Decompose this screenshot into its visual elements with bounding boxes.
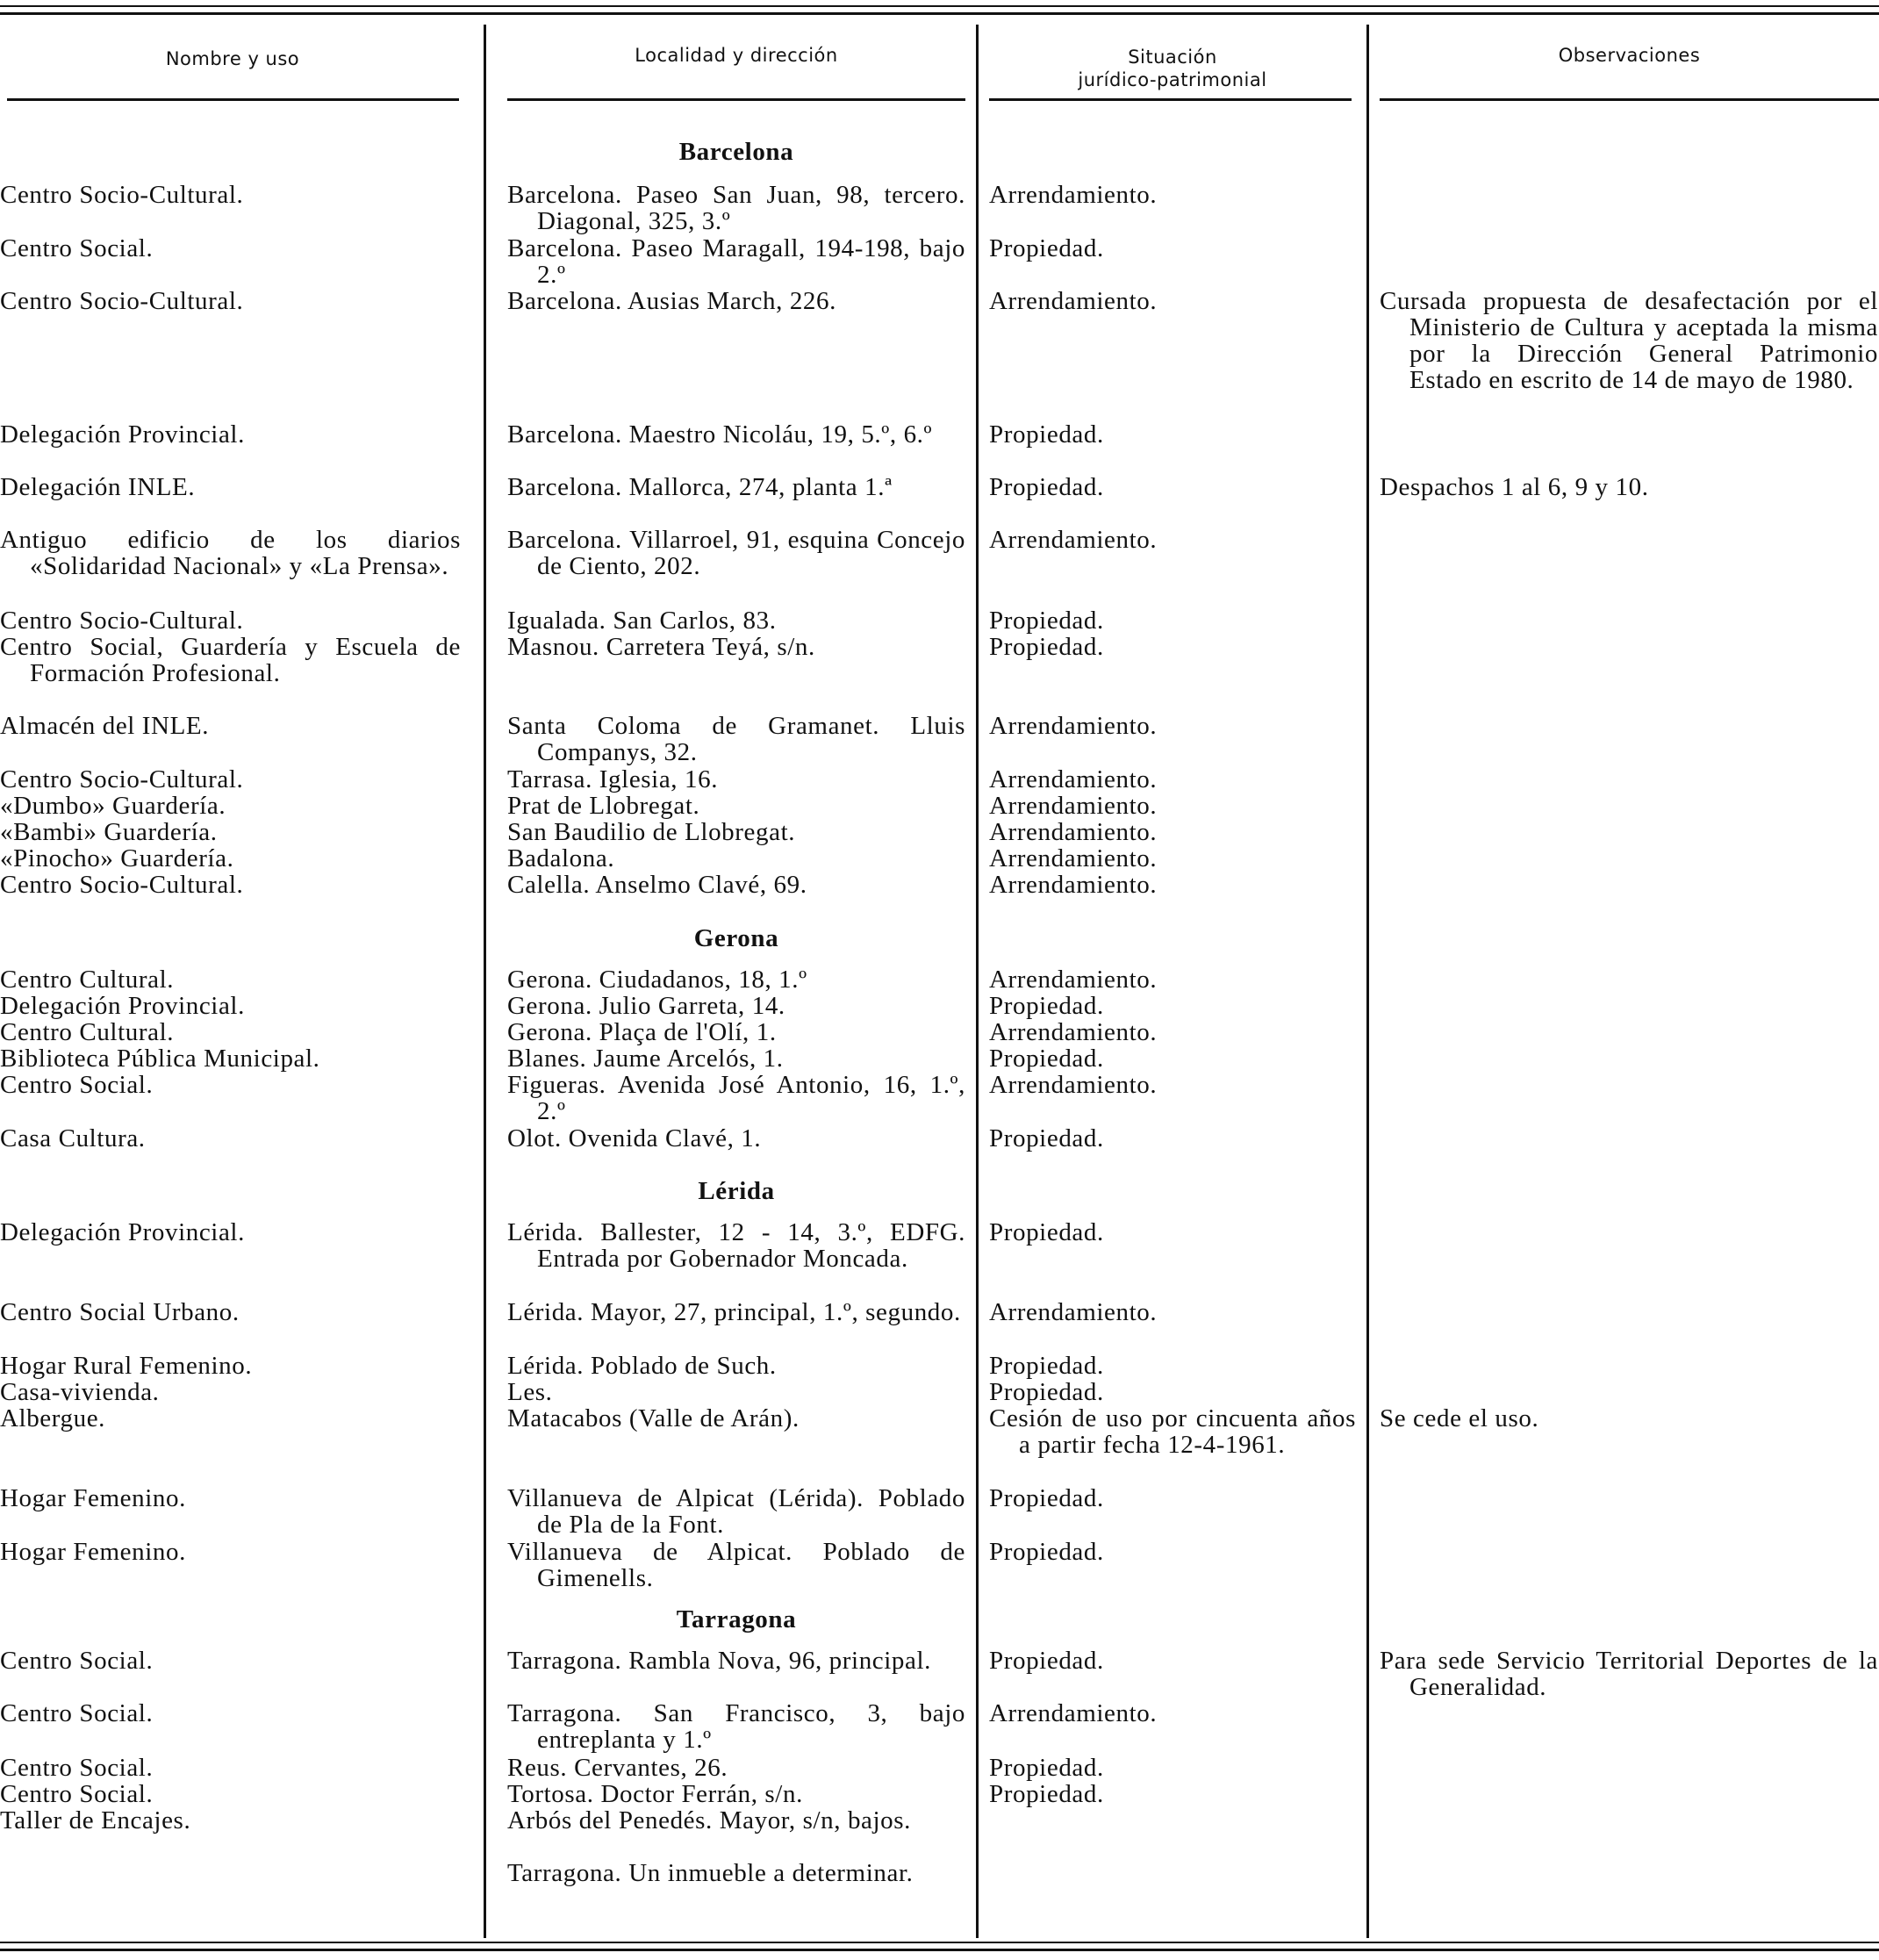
nombre-cell: Taller de Encajes. [0, 1806, 191, 1834]
localidad-cell: Igualada. San Carlos, 83. [507, 607, 777, 635]
nombre-cell: «Pinocho» Guardería. [0, 844, 234, 872]
localidad-cell: Barcelona. Ausias March, 226. [507, 287, 836, 315]
localidad-cell: Calella. Anselmo Clavé, 69. [507, 871, 807, 899]
nombre-cell: Centro Socio-Cultural. [0, 871, 244, 899]
observaciones-cell: Para sede Servicio Territorial Deportes de la Generalidad. [1380, 1647, 1878, 1701]
localidad-cell: Matacabos (Valle de Arán). [507, 1404, 800, 1432]
localidad-cell: Les. [507, 1378, 553, 1406]
situacion-cell: Arrendamiento. [989, 966, 1158, 994]
column-divider-3 [1366, 25, 1369, 1938]
situacion-cell: Arrendamiento. [989, 181, 1158, 209]
situacion-cell: Propiedad. [989, 1780, 1104, 1808]
column-divider-2 [976, 25, 979, 1938]
section-tarragona: Tarragona [676, 1605, 797, 1633]
situacion-cell: Arrendamiento. [989, 1018, 1158, 1046]
nombre-cell: Centro Social. [0, 1071, 154, 1099]
nombre-cell: Centro Social. [0, 234, 154, 262]
section-barcelona: Barcelona [678, 138, 794, 166]
situacion-cell: Arrendamiento. [989, 712, 1158, 740]
localidad-cell: Barcelona. Paseo San Juan, 98, tercero. Diagonal, 325, 3.º [507, 181, 965, 235]
nombre-cell: Centro Social Urbano. [0, 1298, 240, 1326]
column-observaciones [1380, 0, 1879, 1960]
localidad-cell: Barcelona. Villarroel, 91, esquina Concejo de Ciento, 202. [507, 526, 965, 580]
situacion-cell: Propiedad. [989, 607, 1104, 635]
situacion-cell: Propiedad. [989, 1378, 1104, 1406]
localidad-cell: San Baudilio de Llobregat. [507, 818, 796, 846]
nombre-cell: Delegación INLE. [0, 473, 196, 501]
nombre-cell: Centro Social. [0, 1699, 154, 1727]
localidad-cell: Prat de Llobregat. [507, 792, 700, 820]
situacion-cell: Propiedad. [989, 420, 1104, 449]
header-observaciones: Observaciones [1558, 45, 1701, 66]
nombre-cell: «Bambi» Guardería. [0, 818, 218, 846]
nombre-cell: Hogar Femenino. [0, 1538, 186, 1566]
nombre-cell: Delegación Provincial. [0, 420, 245, 449]
localidad-cell: Tarrasa. Iglesia, 16. [507, 765, 719, 793]
section-gerona: Gerona [693, 924, 779, 952]
situacion-cell: Propiedad. [989, 633, 1104, 661]
localidad-cell: Barcelona. Maestro Nicoláu, 19, 5.º, 6.º [507, 420, 933, 449]
situacion-cell: Propiedad. [989, 1754, 1104, 1782]
nombre-cell: Centro Social, Guardería y Escuela de Formación Profesional. [0, 633, 461, 687]
situacion-cell: Propiedad. [989, 473, 1104, 501]
situacion-cell: Arrendamiento. [989, 792, 1158, 820]
localidad-cell: Badalona. [507, 844, 615, 872]
column-situacion [989, 0, 1356, 1960]
situacion-cell: Arrendamiento. [989, 1699, 1158, 1727]
localidad-cell: Tortosa. Doctor Ferrán, s/n. [507, 1780, 803, 1808]
localidad-cell: Lérida. Mayor, 27, principal, 1.º, segundo. [507, 1298, 961, 1326]
situacion-cell: Propiedad. [989, 1045, 1104, 1073]
nombre-cell: Centro Social. [0, 1780, 154, 1808]
nombre-cell: Casa Cultura. [0, 1124, 146, 1152]
localidad-cell: Lérida. Ballester, 12 - 14, 3.º, EDFG. Entrada por Gobernador Moncada. [507, 1218, 965, 1273]
localidad-cell: Blanes. Jaume Arcelós, 1. [507, 1045, 784, 1073]
situacion-cell: Propiedad. [989, 1647, 1104, 1675]
localidad-cell: Gerona. Ciudadanos, 18, 1.º [507, 966, 807, 994]
observaciones-cell: Se cede el uso. [1380, 1404, 1539, 1432]
header-situacion-line2: jurídico-patrimonial [1078, 69, 1267, 90]
nombre-cell: Delegación Provincial. [0, 1218, 245, 1246]
nombre-cell: Centro Social. [0, 1647, 154, 1675]
section-lerida: Lérida [698, 1177, 775, 1205]
header-nombre: Nombre y uso [165, 48, 300, 69]
situacion-cell: Arrendamiento. [989, 1071, 1158, 1099]
localidad-cell: Arbós del Penedés. Mayor, s/n, bajos. [507, 1806, 912, 1834]
localidad-cell: Figueras. Avenida José Antonio, 16, 1.º, 2.º [507, 1071, 965, 1125]
nombre-cell: Albergue. [0, 1404, 106, 1432]
nombre-cell: Centro Cultural. [0, 966, 175, 994]
nombre-cell: Hogar Rural Femenino. [0, 1352, 253, 1380]
localidad-cell: Barcelona. Mallorca, 274, planta 1.ª [507, 473, 893, 501]
situacion-cell: Propiedad. [989, 1484, 1104, 1512]
localidad-cell: Tarragona. Rambla Nova, 96, principal. [507, 1647, 932, 1675]
nombre-cell: Centro Socio-Cultural. [0, 287, 244, 315]
nombre-cell: Centro Socio-Cultural. [0, 607, 244, 635]
nombre-cell: Antiguo edificio de los diarios «Solidaridad Nacional» y «La Prensa». [0, 526, 461, 580]
situacion-cell: Propiedad. [989, 992, 1104, 1020]
nombre-cell: Casa-vivienda. [0, 1378, 160, 1406]
localidad-cell: Gerona. Julio Garreta, 14. [507, 992, 785, 1020]
situacion-cell: Propiedad. [989, 1352, 1104, 1380]
nombre-cell: Hogar Femenino. [0, 1484, 186, 1512]
observaciones-cell: Despachos 1 al 6, 9 y 10. [1380, 473, 1649, 501]
nombre-cell: Centro Socio-Cultural. [0, 765, 244, 793]
nombre-cell: «Dumbo» Guardería. [0, 792, 226, 820]
localidad-cell: Tarragona. Un inmueble a determinar. [507, 1859, 914, 1887]
situacion-cell: Propiedad. [989, 1218, 1104, 1246]
localidad-cell: Santa Coloma de Gramanet. Lluis Companys, 32. [507, 712, 965, 766]
situacion-cell: Arrendamiento. [989, 844, 1158, 872]
situacion-cell: Arrendamiento. [989, 818, 1158, 846]
situacion-cell: Propiedad. [989, 234, 1104, 262]
localidad-cell: Masnou. Carretera Teyá, s/n. [507, 633, 815, 661]
header-situacion-line1: Situación [1128, 47, 1217, 68]
nombre-cell: Centro Socio-Cultural. [0, 181, 244, 209]
situacion-cell: Arrendamiento. [989, 871, 1158, 899]
situacion-cell: Propiedad. [989, 1124, 1104, 1152]
nombre-cell: Centro Social. [0, 1754, 154, 1782]
situacion-cell: Propiedad. [989, 1538, 1104, 1566]
localidad-cell: Lérida. Poblado de Such. [507, 1352, 777, 1380]
localidad-cell: Barcelona. Paseo Maragall, 194-198, bajo 2.º [507, 234, 965, 289]
observaciones-cell: Cursada propuesta de desafectación por el Ministerio de Cultura y aceptada la misma por la Dirección General Patrimonio Estado en escrito de 14 de mayo de 1980. [1380, 287, 1878, 394]
localidad-cell: Reus. Cervantes, 26. [507, 1754, 728, 1782]
column-divider-1 [484, 25, 486, 1938]
situacion-cell: Arrendamiento. [989, 287, 1158, 315]
nombre-cell: Delegación Provincial. [0, 992, 245, 1020]
column-localidad [507, 0, 965, 1960]
situacion-cell: Arrendamiento. [989, 1298, 1158, 1326]
situacion-cell: Cesión de uso por cincuenta años a partir fecha 12-4-1961. [989, 1404, 1356, 1459]
column-nombre [0, 0, 474, 1960]
localidad-cell: Olot. Ovenida Clavé, 1. [507, 1124, 762, 1152]
localidad-cell: Villanueva de Alpicat (Lérida). Poblado de Pla de la Font. [507, 1484, 965, 1539]
situacion-cell: Arrendamiento. [989, 765, 1158, 793]
localidad-cell: Gerona. Plaça de l'Olí, 1. [507, 1018, 777, 1046]
localidad-cell: Villanueva de Alpicat. Poblado de Gimenells. [507, 1538, 965, 1592]
localidad-cell: Tarragona. San Francisco, 3, bajo entreplanta y 1.º [507, 1699, 965, 1754]
nombre-cell: Almacén del INLE. [0, 712, 210, 740]
situacion-cell: Arrendamiento. [989, 526, 1158, 554]
header-localidad: Localidad y dirección [635, 45, 838, 66]
nombre-cell: Centro Cultural. [0, 1018, 175, 1046]
nombre-cell: Biblioteca Pública Municipal. [0, 1045, 320, 1073]
